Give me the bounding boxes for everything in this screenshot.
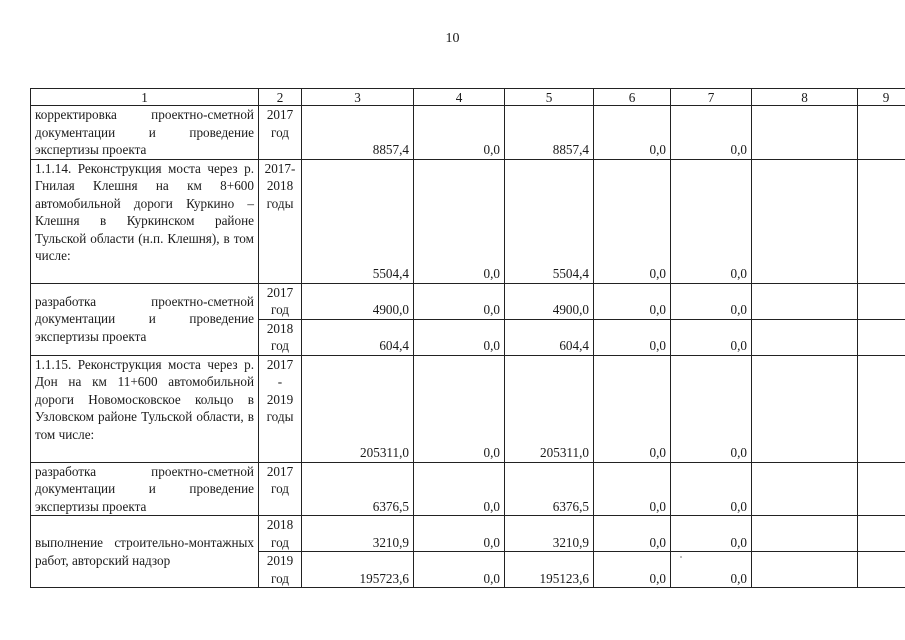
value-cell bbox=[858, 355, 905, 462]
year-cell: 2017 год bbox=[259, 106, 302, 160]
value-cell bbox=[752, 516, 858, 552]
row-description: 1.1.15. Реконструкция моста через р. Дон на км 11+600 автомобильной дороги Новомосковское кольцо в Узловском районе Тульской области, в том числе: bbox=[31, 355, 259, 462]
value-cell: 0,0 bbox=[671, 516, 752, 552]
table-row bbox=[31, 355, 905, 462]
row-description: 1.1.14. Реконструкция моста через р. Гнилая Клешня на км 8+600 автомобильной дороги Куркино – Клешня в Куркинском районе Тульской области (н.п. Клешня), в том числе: bbox=[31, 159, 259, 283]
value-cell: 0,0 bbox=[414, 319, 505, 355]
column-header-row bbox=[31, 89, 905, 106]
page-number: 10 bbox=[445, 31, 460, 46]
value-cell: 0,0 bbox=[671, 552, 752, 588]
value-cell: 0,0 bbox=[414, 462, 505, 516]
row-description: разработка проектно-сметной документации и проведение экспертизы проекта bbox=[31, 283, 259, 355]
table-row bbox=[31, 283, 905, 319]
column-header: 4 bbox=[414, 89, 505, 106]
value-cell: 5504,4 bbox=[302, 159, 414, 283]
value-cell bbox=[752, 159, 858, 283]
row-description: корректировка проектно-сметной документации и проведение экспертизы проекта bbox=[31, 106, 259, 160]
column-header: 1 bbox=[31, 89, 259, 106]
value-cell: 0,0 bbox=[414, 283, 505, 319]
value-cell: 5504,4 bbox=[505, 159, 594, 283]
value-cell: 0,0 bbox=[671, 462, 752, 516]
value-cell bbox=[752, 462, 858, 516]
year-cell: 2017 год bbox=[259, 283, 302, 319]
value-cell: 205311,0 bbox=[505, 355, 594, 462]
value-cell: 0,0 bbox=[594, 159, 671, 283]
column-header: 5 bbox=[505, 89, 594, 106]
value-cell: 0,0 bbox=[414, 106, 505, 160]
value-cell: 6376,5 bbox=[302, 462, 414, 516]
value-cell: 0,0 bbox=[671, 283, 752, 319]
year-cell: 2017 - 2019 годы bbox=[259, 355, 302, 462]
year-cell: 2017 год bbox=[259, 462, 302, 516]
value-cell: 8857,4 bbox=[505, 106, 594, 160]
value-cell bbox=[858, 106, 905, 160]
value-cell bbox=[858, 516, 905, 552]
row-description: разработка проектно-сметной документации и проведение экспертизы проекта bbox=[31, 462, 259, 516]
value-cell: 8857,4 bbox=[302, 106, 414, 160]
year-cell: 2017-2018 годы bbox=[259, 159, 302, 283]
value-cell: 195123,6 bbox=[505, 552, 594, 588]
value-cell: 0,0 bbox=[594, 319, 671, 355]
value-cell: 6376,5 bbox=[505, 462, 594, 516]
value-cell: 4900,0 bbox=[505, 283, 594, 319]
value-cell: 0,0 bbox=[594, 283, 671, 319]
year-cell: 2018 год bbox=[259, 319, 302, 355]
value-cell bbox=[752, 355, 858, 462]
value-cell: 0,0 bbox=[594, 106, 671, 160]
value-cell bbox=[858, 283, 905, 319]
column-header: 3 bbox=[302, 89, 414, 106]
value-cell bbox=[752, 552, 858, 588]
row-description: выполнение строительно-монтажных работ, авторский надзор bbox=[31, 516, 259, 588]
value-cell: 0,0 bbox=[594, 516, 671, 552]
value-cell: 0,0 bbox=[671, 159, 752, 283]
value-cell: 0,0 bbox=[671, 106, 752, 160]
value-cell: 205311,0 bbox=[302, 355, 414, 462]
value-cell: 4900,0 bbox=[302, 283, 414, 319]
table-row bbox=[31, 462, 905, 516]
column-header: 9 bbox=[858, 89, 905, 106]
value-cell bbox=[752, 319, 858, 355]
value-cell: 195723,6 bbox=[302, 552, 414, 588]
column-header: 6 bbox=[594, 89, 671, 106]
value-cell bbox=[858, 462, 905, 516]
budget-table bbox=[30, 88, 905, 588]
column-header: 8 bbox=[752, 89, 858, 106]
value-cell: 0,0 bbox=[594, 355, 671, 462]
value-cell: 604,4 bbox=[505, 319, 594, 355]
value-cell: 0,0 bbox=[594, 552, 671, 588]
column-header: 2 bbox=[259, 89, 302, 106]
value-cell: 0,0 bbox=[594, 462, 671, 516]
value-cell bbox=[752, 106, 858, 160]
value-cell: 3210,9 bbox=[302, 516, 414, 552]
table-row bbox=[31, 106, 905, 160]
column-header: 7 bbox=[671, 89, 752, 106]
year-cell: 2018 год bbox=[259, 516, 302, 552]
value-cell: 604,4 bbox=[302, 319, 414, 355]
value-cell: 3210,9 bbox=[505, 516, 594, 552]
table-row bbox=[31, 516, 905, 552]
value-cell: 0,0 bbox=[671, 355, 752, 462]
value-cell bbox=[858, 552, 905, 588]
table-row bbox=[31, 159, 905, 283]
value-cell bbox=[858, 319, 905, 355]
value-cell bbox=[752, 283, 858, 319]
value-cell: 0,0 bbox=[414, 516, 505, 552]
value-cell: 0,0 bbox=[414, 159, 505, 283]
value-cell: 0,0 bbox=[414, 552, 505, 588]
value-cell: 0,0 bbox=[671, 319, 752, 355]
year-cell: 2019 год bbox=[259, 552, 302, 588]
value-cell bbox=[858, 159, 905, 283]
scan-speck bbox=[680, 556, 682, 558]
value-cell: 0,0 bbox=[414, 355, 505, 462]
